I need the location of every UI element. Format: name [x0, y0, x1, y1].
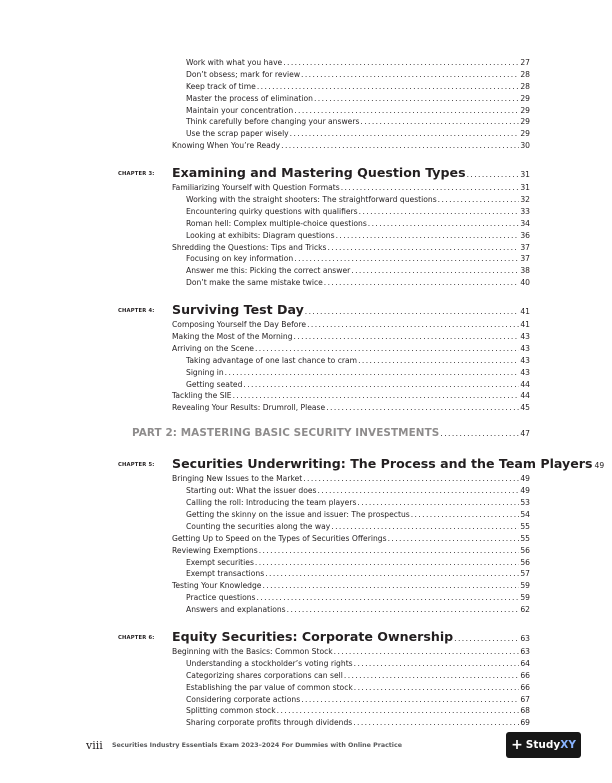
chapter-page: 31 [520, 170, 530, 180]
chapter-page: 49 [594, 461, 605, 471]
toc-entry[interactable]: Getting the skinny on the issue and issuer: The prospectus ..... 54 [172, 509, 530, 521]
toc-entry[interactable]: Making the Most of the Morning ..... 43 [172, 331, 530, 343]
toc-entry[interactable]: Master the process of elimination ..... 29 [172, 93, 530, 105]
toc-entry[interactable]: Maintain your concentration ..... 29 [172, 105, 530, 117]
toc-entry[interactable]: Don’t make the same mistake twice ..... 40 [172, 277, 530, 289]
toc-entry[interactable]: Calling the roll: Introducing the team players ..... 53 [172, 497, 530, 509]
toc-entry[interactable]: Starting out: What the issuer does ..... 49 [172, 485, 530, 497]
part-2-heading[interactable] [132, 427, 530, 443]
plus-icon: + [511, 737, 523, 753]
toc-group-chapter-5 [172, 473, 530, 616]
chapter-page: 63 [520, 633, 530, 643]
toc-entry[interactable]: Focusing on key information ..... 37 [172, 253, 530, 265]
toc-entry[interactable]: Establishing the par value of common stock ..... 66 [172, 682, 530, 694]
chapter-page: 41 [520, 307, 530, 317]
toc-group-chapter-6 [172, 646, 530, 729]
toc-entry[interactable]: Signing in ..... 43 [172, 367, 530, 379]
toc-entry[interactable]: Bringing New Issues to the Market ..... 49 [172, 473, 530, 485]
part-page: 47 [520, 429, 530, 439]
toc-entry[interactable]: Encountering quirky questions with qualifiers ..... 33 [172, 206, 530, 218]
chapter-4-heading[interactable] [118, 302, 530, 319]
toc-entry[interactable]: Taking advantage of one last chance to cram ..... 43 [172, 355, 530, 367]
toc-entry[interactable]: Work with what you have ..... 27 [172, 57, 530, 69]
toc-entry[interactable]: Counting the securities along the way ..... 55 [172, 521, 530, 533]
toc-entry[interactable]: Looking at exhibits: Diagram questions ..... 36 [172, 230, 530, 242]
toc-entry[interactable]: Practice questions ..... 59 [172, 592, 530, 604]
toc-entry[interactable]: Familiarizing Yourself with Question Formats ..... 31 [172, 182, 530, 194]
toc-entry[interactable]: Use the scrap paper wisely ..... 29 [172, 128, 530, 140]
studyxy-logo[interactable] [506, 732, 581, 758]
toc-entry[interactable]: Answer me this: Picking the correct answer ..... 38 [172, 265, 530, 277]
chapter-title: Securities Underwriting: The Process and the Team Players [172, 456, 593, 472]
page-footer [86, 737, 586, 763]
part-title: PART 2: MASTERING BASIC SECURITY INVESTMENTS [132, 427, 440, 440]
toc-entry[interactable]: Categorizing shares corporations can sell ..... 66 [172, 670, 530, 682]
chapter-label: CHAPTER 3: [118, 171, 155, 178]
toc-entry[interactable]: Considering corporate actions ..... 67 [172, 694, 530, 706]
chapter-5-heading[interactable] [118, 456, 605, 473]
chapter-label: CHAPTER 4: [118, 308, 155, 315]
toc-entry[interactable]: Arriving on the Scene ..... 43 [172, 343, 530, 355]
toc-entry[interactable]: Working with the straight shooters: The straightforward questions ..... 32 [172, 194, 530, 206]
chapter-title: Equity Securities: Corporate Ownership [172, 628, 454, 644]
toc-entry[interactable]: Roman hell: Complex multiple-choice questions ..... 34 [172, 218, 530, 230]
toc-entry[interactable]: Sharing corporate profits through dividends ..... 69 [172, 717, 530, 729]
toc-entry[interactable]: Getting Up to Speed on the Types of Securities Offerings ..... 55 [172, 533, 530, 545]
brand-name: Study [525, 739, 561, 751]
chapter-title: Surviving Test Day [172, 302, 304, 318]
toc-entry[interactable]: Understanding a stockholder’s voting rights ..... 64 [172, 658, 530, 670]
toc-entry[interactable]: Exempt transactions ..... 57 [172, 568, 530, 580]
page-number: viii [86, 739, 103, 752]
chapter-label: CHAPTER 6: [118, 634, 155, 641]
toc-entry[interactable]: Knowing When You’re Ready ..... 30 [172, 140, 530, 152]
toc-entry[interactable]: Beginning with the Basics: Common Stock ..... 63 [172, 646, 530, 658]
chapter-3-heading[interactable] [118, 165, 530, 182]
toc-entry[interactable]: Don’t obsess; mark for review ..... 28 [172, 69, 530, 81]
toc-group-chapter-4 [172, 319, 530, 414]
chapter-label: CHAPTER 5: [118, 462, 155, 469]
chapter-title: Examining and Mastering Question Types [172, 165, 466, 181]
toc-entry[interactable]: Think carefully before changing your answers ..... 29 [172, 116, 530, 128]
toc-entry[interactable]: Answers and explanations ..... 62 [172, 604, 530, 616]
chapter-6-heading[interactable] [118, 628, 530, 646]
toc-entry[interactable]: Tackling the SIE ..... 44 [172, 390, 530, 402]
toc-entry[interactable]: Composing Yourself the Day Before ..... 41 [172, 319, 530, 331]
toc-entry[interactable]: Revealing Your Results: Drumroll, Please ..... 45 [172, 402, 530, 414]
toc-entry[interactable]: Exempt securities ..... 56 [172, 557, 530, 569]
brand-suffix: XY [560, 739, 576, 751]
running-footer-title: Securities Industry Essentials Exam 2023–2024 For Dummies with Online Practice [112, 742, 402, 749]
toc-entry[interactable]: Getting seated ..... 44 [172, 379, 530, 391]
toc-entry[interactable]: Testing Your Knowledge ..... 59 [172, 580, 530, 592]
toc-group-chapter-3 [172, 182, 530, 289]
toc-group-1 [172, 57, 530, 152]
table-of-contents [118, 57, 605, 729]
toc-entry[interactable]: Shredding the Questions: Tips and Tricks ..... 37 [172, 242, 530, 254]
toc-entry[interactable]: Keep track of time ..... 28 [172, 81, 530, 93]
toc-entry[interactable]: Splitting common stock ..... 68 [172, 705, 530, 717]
toc-entry[interactable]: Reviewing Exemptions ..... 56 [172, 545, 530, 557]
